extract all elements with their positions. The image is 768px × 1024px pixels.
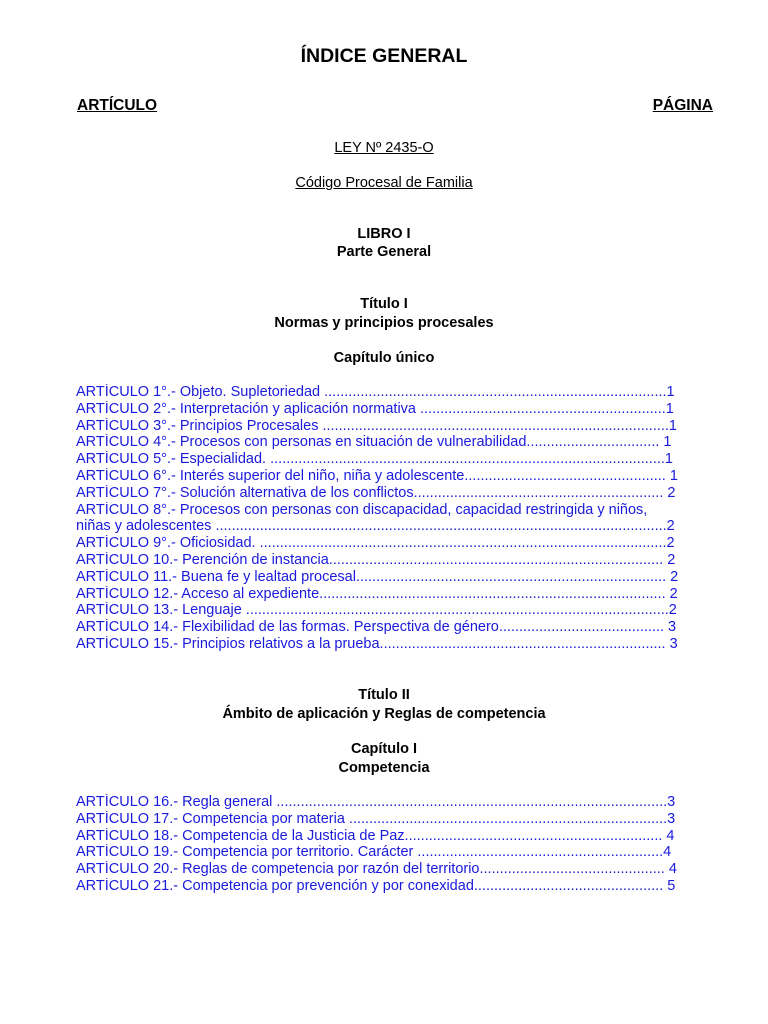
toc-entry-articulo-15[interactable]: ARTÍCULO 15.- Principios relativos a la prueba....................................................................... 3 [76,635,678,652]
column-header-pagina: PÁGINA [652,97,713,114]
toc-entry-articulo-20[interactable]: ARTÍCULO 20.- Reglas de competencia por razón del territorio.............................................. 4 [76,861,677,878]
chapter-unico-heading: Capítulo único [333,350,435,366]
toc-entry-articulo-10[interactable]: ARTÍCULO 10.- Perención de instancia................................................................................... 2 [76,551,676,568]
toc-entry-articulo-6[interactable]: ARTÍCULO 6°.- Interés superior del niño, niña y adolescente.................................................. 1 [76,467,678,484]
toc-entry-articulo-12[interactable]: ARTÍCULO 12.- Acceso al expediente...................................................................................... 2 [76,585,678,602]
toc-entry-articulo-18[interactable]: ARTÍCULO 18.- Competencia de la Justicia de Paz................................................................ 4 [76,827,675,844]
code-name: Código Procesal de Familia [295,175,473,191]
titulo-2-subheading: Ámbito de aplicación y Reglas de competencia [222,706,546,722]
toc-entry-articulo-9[interactable]: ARTÍCULO 9°.- Oficiosidad. .....................................................................................................2 [76,535,675,552]
toc-entry-articulo-19[interactable]: ARTÍCULO 19.- Competencia por territorio. Carácter .............................................................4 [76,844,672,861]
toc-entry-articulo-4[interactable]: ARTÍCULO 4°.- Procesos con personas en situación de vulnerabilidad................................. 1 [76,434,672,451]
toc-entry-articulo-2[interactable]: ARTÍCULO 2°.- Interpretación y aplicación normativa .............................................................1 [76,400,674,417]
toc-section-1 [76,384,718,653]
toc-entry-articulo-5[interactable]: ARTÍCULO 5°.- Especialidad. ..................................................................................................1 [76,451,673,468]
toc-entry-articulo-1[interactable]: ARTÍCULO 1°.- Objeto. Supletoriedad .....................................................................................1 [76,384,675,400]
libro-subheading: Parte General [336,244,432,260]
toc-entry-articulo-11[interactable]: ARTÍCULO 11.- Buena fe y lealtad procesal............................................................................. 2 [76,568,679,585]
toc-entry-articulo-8[interactable]: ARTÍCULO 8°.- Procesos con personas con discapacidad, capacidad restringida y niños, [76,501,648,518]
toc-entry-articulo-8-cont[interactable]: niñas y adolescentes ................................................................................................................2 [76,518,675,535]
toc-entry-articulo-13[interactable]: ARTÍCULO 13.- Lenguaje .........................................................................................................2 [76,602,677,619]
titulo-1-subheading: Normas y principios procesales [274,315,494,331]
toc-entry-articulo-3[interactable]: ARTÍCULO 3°.- Principios Procesales ......................................................................................1 [76,417,677,434]
toc-section-2 [76,794,718,895]
chapter-1-heading: Capítulo I [350,741,418,757]
chapter-1-subheading: Competencia [338,760,430,776]
column-header-articulo: ARTÍCULO [77,97,158,114]
toc-entry-articulo-21[interactable]: ARTÍCULO 21.- Competencia por prevención y por conexidad............................................... 5 [76,877,676,894]
toc-entry-articulo-7[interactable]: ARTÍCULO 7°.- Solución alternativa de los conflictos.............................................................. 2 [76,484,676,501]
page-title: ÍNDICE GENERAL [300,45,468,67]
titulo-1-heading: Título I [360,296,408,312]
titulo-2-heading: Título II [358,687,410,703]
libro-heading: LIBRO I [357,226,411,242]
toc-entry-articulo-17[interactable]: ARTÍCULO 17.- Competencia por materia ...............................................................................3 [76,810,676,827]
toc-entry-articulo-14[interactable]: ARTÍCULO 14.- Flexibilidad de las formas. Perspectiva de género......................................... 3 [76,619,677,636]
law-number: LEY Nº 2435-O [334,140,434,156]
toc-entry-articulo-16[interactable]: ARTÍCULO 16.- Regla general .................................................................................................3 [76,794,676,810]
